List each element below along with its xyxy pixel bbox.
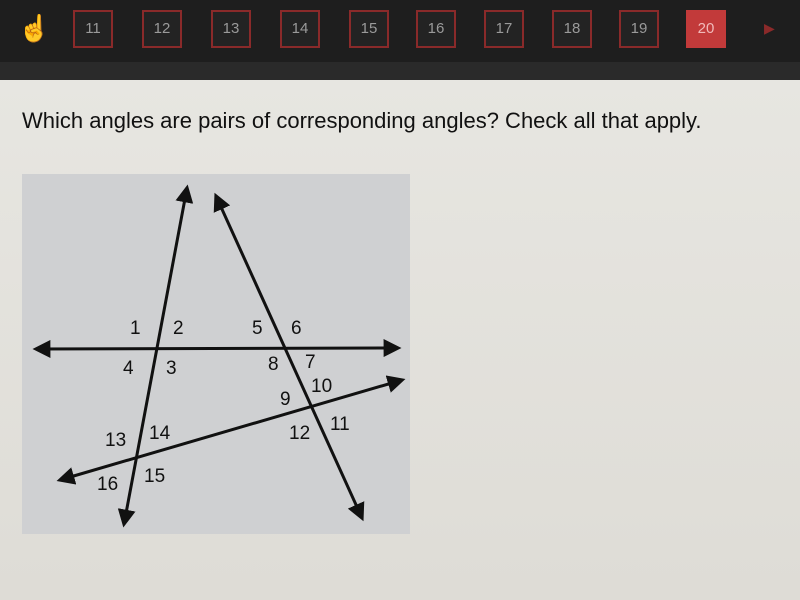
angles-diagram — [22, 174, 410, 534]
question-text: Which angles are pairs of corresponding angles? Check all that apply. — [22, 108, 702, 133]
angle-label-15: 15 — [144, 466, 166, 487]
horizontal-line — [36, 348, 398, 349]
angle-label-4: 4 — [123, 358, 134, 379]
header-divider — [0, 62, 800, 80]
page-tab-15[interactable]: 15 — [349, 10, 389, 48]
page-tab-14[interactable]: 14 — [280, 10, 320, 48]
hand-pointer-icon: ☝ — [18, 13, 51, 43]
angle-label-11: 11 — [330, 414, 350, 435]
angle-label-10: 10 — [311, 376, 333, 397]
angle-label-13: 13 — [105, 430, 127, 451]
page-tab-19[interactable]: 19 — [619, 10, 659, 48]
page-tab-12[interactable]: 12 — [142, 10, 182, 48]
angle-label-12: 12 — [289, 423, 311, 444]
angle-label-2: 2 — [173, 318, 184, 339]
page-tab-11[interactable]: 11 — [73, 10, 113, 48]
angle-label-7: 7 — [305, 352, 316, 373]
page-tab-20[interactable]: 20 — [686, 10, 726, 48]
question-navigation-bar — [0, 0, 800, 62]
angle-label-5: 5 — [252, 318, 263, 339]
angle-label-1: 1 — [130, 318, 141, 339]
page-tab-17[interactable]: 17 — [484, 10, 524, 48]
angles-diagram-svg — [22, 174, 410, 534]
page-tab-13[interactable]: 13 — [211, 10, 251, 48]
angle-label-8: 8 — [268, 354, 279, 375]
triangle-right-icon[interactable]: ▶ — [764, 20, 775, 36]
angle-label-9: 9 — [280, 389, 291, 410]
angle-label-6: 6 — [291, 318, 302, 339]
angle-label-14: 14 — [149, 423, 171, 444]
angle-label-3: 3 — [166, 358, 177, 379]
angle-label-16: 16 — [97, 474, 119, 495]
page-tab-16[interactable]: 16 — [416, 10, 456, 48]
right-steep-line — [216, 196, 362, 518]
page-tab-18[interactable]: 18 — [552, 10, 592, 48]
